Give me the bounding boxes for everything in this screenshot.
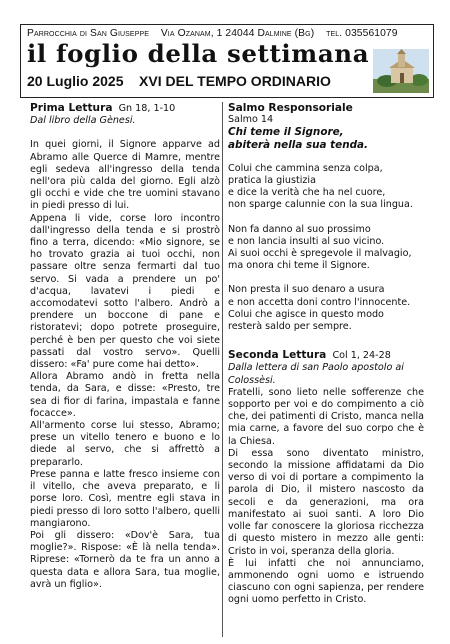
second-reading-heading: Seconda Lettura [228,349,327,362]
first-reading-paragraph: Prese panna e latte fresco insieme con il vitello, che aveva preparato, e li porse loro. Così, mentre egli stava in piedi presso di loro sotto l'albero, quelli mangiarono. [30,468,220,529]
psalm-line: Non presta il suo denaro a usura [228,284,385,296]
parish-address: Via Ozanam, 1 24044 Dalmine (Bg) [160,28,315,39]
first-reading-source: Dal libro della Gènesi. [30,115,136,127]
first-reading-paragraph: Poi gli dissero: «Dov'è Sara, tua moglie?». Rispose: «È là nella tenda». Riprese: «Tornerò da te fra un anno a questa data e allora Sara, tua moglie, avrà un figlio». [30,529,220,590]
psalm-refrain: Chi teme il Signore, [228,126,344,139]
first-reading [30,102,220,591]
parish-phone: tel. 035561079 [326,28,398,39]
second-reading-source: Dalla lettera di san Paolo apostolo ai Colossèsi. [228,362,404,386]
psalm-line: ma onora chi teme il Signore. [228,260,370,272]
first-reading-heading: Prima Lettura [30,102,113,114]
psalm-stanza [228,284,424,333]
first-reading-paragraph: In quei giorni, il Signore apparve ad Abramo alle Querce di Mamre, mentre egli sedeva all'ingresso della tenda nell'ora più calda del giorno. Egli alzò gli occhi e vide che tre uomini stavano in piedi presso di lui. [30,139,220,212]
psalm-line: pratica la giustizia [228,175,316,187]
issue-date: 20 Luglio 2025 [27,73,124,89]
parish-info [27,28,398,39]
psalm-line: non sparge calunnie con la sua lingua. [228,199,413,211]
second-reading-paragraph: Di essa sono diventato ministro, secondo la missione affidatami da Dio verso di voi di portare a compimento la parola di Dio, il mistero nascosto da secoli e da generazioni, ma ora manifestato ai suoi santi. A loro Dio volle far conoscere la gloriosa ricchezza di questo mistero in mezzo alle genti: Cristo in voi, speranza della gloria. [228,447,424,557]
psalm-line: Ai suoi occhi è spregevole il malvagio, [228,248,412,260]
psalm-line: e dice la verità che ha nel cuore, [228,187,386,199]
psalm-heading: Salmo Responsoriale [228,102,353,114]
psalm-ref: Salmo 14 [228,114,274,126]
liturgical-sunday: XVI DEL TEMPO ORDINARIO [139,73,331,89]
first-reading-ref: Gn 18, 1-10 [118,103,176,114]
parish-name: Parrocchia di San Giuseppe [27,28,149,39]
first-reading-paragraph: Appena li vide, corse loro incontro dall'ingresso della tenda e si prostrò fino a terra, dicendo: «Mio signore, se ho trovato grazia ai tuoi occhi, non passare oltre senza fermarti dal tuo servo. Si vada a prendere un po' d'acqua, lavatevi i piedi e accomodatevi sotto l'albero. Andrò a prendere un boccone di pane e ristoratevi; dopo potrete proseguire, perché è ben per questo che voi siete passati dal vostro servo». Quelli dissero: «Fa' pure come hai detto». [30,212,220,371]
psalm-line: e non lancia insulti al suo vicino. [228,235,385,247]
first-reading-paragraph: Allora Abramo andò in fretta nella tenda, da Sara, e disse: «Presto, tre sea di fior di farina, impastala e fanne focacce». [30,371,220,419]
psalm-refrain: abiterà nella sua tenda. [228,138,368,151]
newsletter-title: il foglio della settimana [27,39,370,68]
column-divider [222,102,223,637]
psalm-stanza [228,224,424,273]
psalm-line: e non accetta doni contro l'innocente. [228,296,411,308]
psalm-line: resterà saldo per sempre. [228,321,352,333]
psalm-line: Non fa danno al suo prossimo [228,223,371,235]
psalm-stanza [228,163,424,212]
psalm-line: Colui che cammina senza colpa, [228,162,383,174]
second-reading-paragraph: È lui infatti che noi annunciamo, ammonendo ogni uomo e istruendo ciascuno con ogni sapienza, per rendere ogni uomo perfetto in Cristo. [228,557,424,606]
masthead [20,24,434,98]
church-icon [373,49,429,93]
date-line [27,73,331,89]
second-reading-ref: Col 1, 24-28 [332,350,391,362]
first-reading-paragraph: All'armento corse lui stesso, Abramo; prese un vitello tenero e buono e lo diede al servo, che si affrettò a prepararlo. [30,420,220,468]
psalm-line: Colui che agisce in questo modo [228,308,384,320]
second-reading-paragraph: Fratelli, sono lieto nelle sofferenze che sopporto per voi e do compimento a ciò che, dei patimenti di Cristo, manca nella mia carne, a favore del suo corpo che è la Chiesa. [228,386,424,447]
psalm-and-second-reading [228,102,424,607]
